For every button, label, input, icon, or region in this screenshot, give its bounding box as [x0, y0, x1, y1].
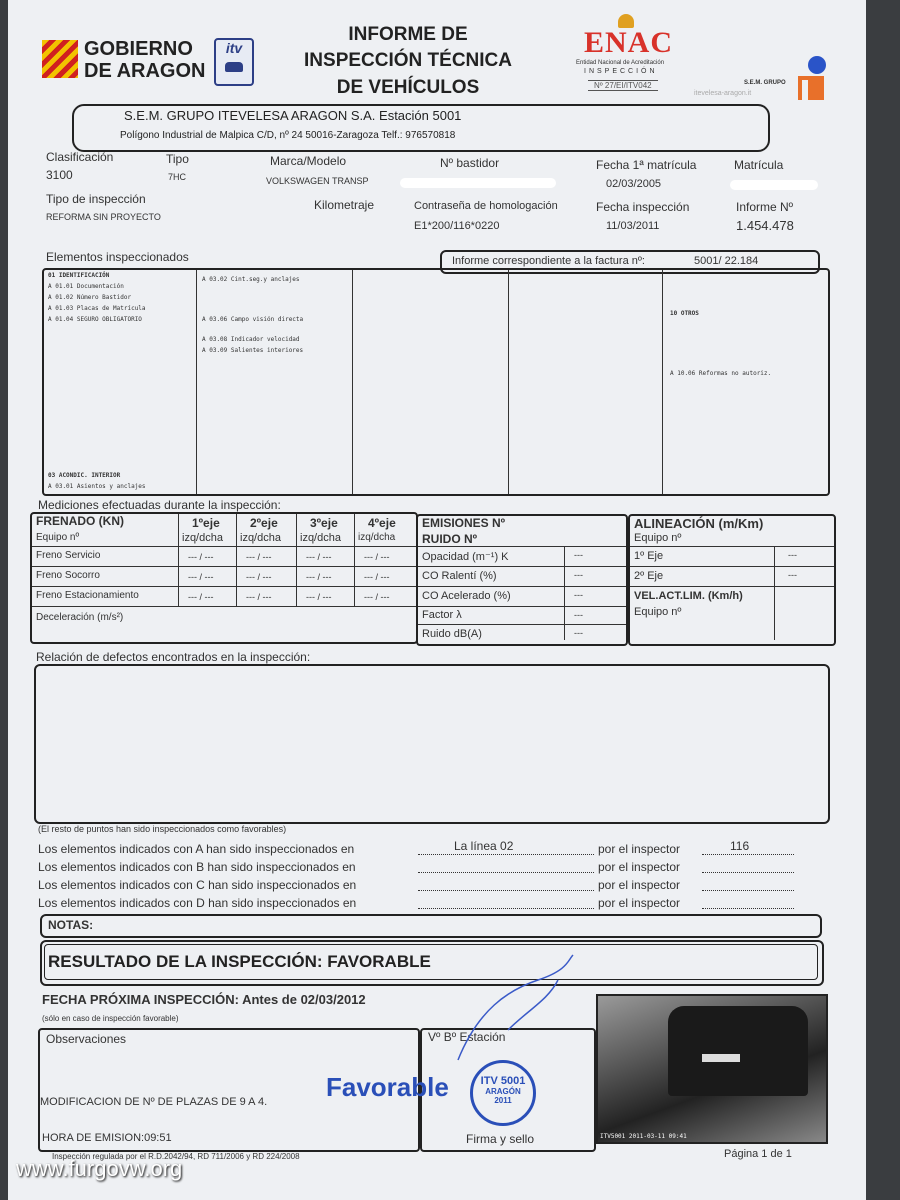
freno-value: --- / --- [246, 592, 272, 602]
station-line1: S.E.M. GRUPO ITEVELESA ARAGON S.A. Estación 5001 [124, 108, 462, 123]
emisiones-value: --- [574, 590, 583, 600]
grid-divider [662, 270, 663, 494]
photo-caption: ITV5001 2011-03-11 09:41 [600, 1133, 687, 1140]
freno-value: --- / --- [364, 552, 390, 562]
title-line3: DE VEHÍCULOS [336, 77, 480, 98]
izqdcha-header: izq/dcha [182, 532, 223, 544]
proxima-inspeccion: FECHA PRÓXIMA INSPECCIÓN: Antes de 02/03/2012 [42, 992, 366, 1007]
proxima-note: (sólo en caso de inspección favorable) [42, 1014, 179, 1023]
page-number: Página 1 de 1 [724, 1148, 792, 1160]
firma-sello-label: Firma y sello [466, 1132, 535, 1146]
freno-row-label: Freno Estacionamiento [36, 590, 139, 601]
elements-col1-bottom [48, 470, 146, 492]
freno-value: --- / --- [188, 592, 214, 602]
element-group: 10 OTROS [670, 310, 699, 317]
seal-line1: ITV 5001 [480, 1075, 526, 1087]
car-icon [225, 62, 243, 72]
bastidor-redacted [400, 178, 556, 188]
emisiones-label: EMISIONES Nº [422, 516, 506, 530]
homologacion-value: E1*200/116*0220 [414, 220, 500, 232]
defectos-title: Relación de defectos encontrados en la inspección: [36, 650, 311, 664]
inspector-label: por el inspector [598, 878, 681, 892]
frenado-line [32, 546, 416, 547]
elementos-title: Elementos inspeccionados [46, 250, 189, 264]
ruido-label: RUIDO Nº [422, 532, 478, 546]
dotted-line [418, 908, 594, 909]
frenado-line [178, 514, 179, 606]
bastidor-label: Nº bastidor [440, 156, 500, 170]
vehicle-photo [596, 994, 828, 1144]
emisiones-line [418, 586, 626, 587]
alineacion-value: --- [788, 570, 797, 580]
element-item: A 03.08 Indicador velocidad [202, 336, 300, 343]
alineacion-line [630, 586, 834, 587]
itv-logo [214, 38, 254, 86]
inspection-line-text: Los elementos indicados con B han sido inspeccionados en [38, 860, 356, 874]
matricula-label: Matrícula [734, 158, 784, 172]
elements-col2 [202, 314, 303, 325]
alineacion-line [630, 546, 834, 547]
eje-header: 3ºeje [310, 516, 338, 530]
izqdcha-header: izq/dcha [240, 532, 281, 544]
clasificacion-label: Clasificación [46, 150, 114, 164]
kilometraje-label: Kilometraje [314, 198, 375, 212]
vel-act-label: VEL.ACT.LIM. (Km/h) [634, 590, 743, 602]
frenado-line [354, 514, 355, 606]
dotted-line [702, 854, 794, 855]
clasificacion-value: 3100 [46, 168, 73, 182]
freno-value: --- / --- [246, 572, 272, 582]
inspection-line-text: Los elementos indicados con D han sido inspeccionados en [38, 896, 357, 910]
sem-logo-block [808, 80, 824, 100]
eje-header: 2ºeje [250, 516, 278, 530]
frenado-line [236, 514, 237, 606]
observaciones-text: MODIFICACION DE Nº DE PLAZAS DE 9 A 4. [40, 1096, 268, 1108]
freno-value: --- / --- [364, 592, 390, 602]
fecha-inspeccion-label: Fecha inspección [596, 200, 690, 214]
freno-row-label: Freno Socorro [36, 570, 100, 581]
elements-col1 [48, 270, 146, 325]
station-line2: Polígono Industrial de Malpica C/D, nº 24 50016-Zaragoza Telf.: 976570818 [120, 130, 456, 141]
factura-label: Informe correspondiente a la factura nº: [452, 255, 645, 267]
document-page [8, 0, 866, 1200]
element-group: 03 ACONDIC. INTERIOR [48, 472, 121, 479]
eje-header: 1ºeje [192, 516, 220, 530]
dotted-line [418, 872, 594, 873]
defectos-box [34, 664, 830, 824]
alineacion-label: ALINEACIÓN (m/Km) [634, 516, 764, 531]
favorable-stamp: Favorable [326, 1072, 449, 1102]
emisiones-row-label: Opacidad (m⁻¹) K [422, 551, 509, 563]
alineacion-line [774, 546, 775, 640]
grid-divider [352, 270, 353, 494]
tipo-inspeccion-label: Tipo de inspección [46, 192, 146, 206]
informe-value: 1.454.478 [736, 218, 794, 233]
inspector-label: por el inspector [598, 896, 681, 910]
alineacion-equipo: Equipo nº [634, 532, 682, 544]
enac-logo: ENAC [584, 26, 674, 59]
frenado-line [32, 566, 416, 567]
fecha-matricula-label: Fecha 1ª matrícula [596, 158, 697, 172]
tipo-label: Tipo [166, 152, 189, 166]
eje-header: 4ºeje [368, 516, 396, 530]
mediciones-title: Mediciones efectuadas durante la inspección: [38, 498, 281, 512]
regulation-footer: Inspección regulada por el R.D.2042/94, RD 711/2006 y RD 224/2008 [52, 1152, 300, 1161]
inspector-label: por el inspector [598, 842, 681, 856]
izqdcha-header: izq/dcha [300, 532, 341, 544]
watermark: www.furgovw.org [16, 1156, 183, 1181]
frenado-equipo-label: Equipo nº [36, 532, 80, 543]
emisiones-value: --- [574, 610, 583, 620]
fecha-inspeccion-value: 11/03/2011 [606, 220, 660, 232]
element-item: A 01.04 SEGURO OBLIGATORIO [48, 316, 142, 323]
marca-label: Marca/Modelo [270, 154, 347, 168]
dotted-line [702, 890, 794, 891]
elements-col2 [202, 334, 303, 356]
enac-number: Nº 27/EI/ITV042 [588, 80, 658, 91]
izqdcha-header: izq/dcha [358, 532, 396, 543]
sem-logo-text: S.E.M. GRUPO [744, 80, 786, 86]
emisiones-line [418, 624, 626, 625]
element-item: A 01.01 Documentación [48, 283, 124, 290]
freno-value: --- / --- [306, 592, 332, 602]
alineacion-line [630, 566, 834, 567]
vb-estacion-label: Vº Bº Estación [428, 1030, 506, 1044]
emisiones-row-label: CO Acelerado (%) [422, 590, 511, 602]
element-item: A 03.02 Cint.seg.y anclajes [202, 276, 300, 283]
sem-url: itevelesa-aragon.it [694, 90, 752, 97]
freno-value: --- / --- [188, 552, 214, 562]
emisiones-line [418, 606, 626, 607]
observaciones-label: Observaciones [46, 1032, 127, 1046]
freno-row-label: Freno Servicio [36, 550, 101, 561]
dotted-line [702, 872, 794, 873]
element-item: A 03.09 Salientes interiores [202, 347, 304, 354]
title-line1: INFORME DE [348, 24, 468, 45]
seal-line2: ARAGÓN [485, 1087, 521, 1096]
elementos-grid [42, 268, 830, 496]
freno-row-label: Deceleración (m/s²) [36, 612, 124, 623]
emisiones-line [564, 546, 565, 640]
element-group: 01 IDENTIFICACIÓN [48, 272, 110, 279]
aragon-flag-icon [42, 40, 78, 78]
enac-inspeccion: INSPECCIÓN [584, 68, 658, 75]
notas-label: NOTAS: [48, 918, 94, 932]
informe-label: Informe Nº [736, 200, 794, 214]
gov-name-line2: DE ARAGON [84, 60, 206, 82]
hora-emision: HORA DE EMISION:09:51 [42, 1132, 172, 1144]
frenado-line [32, 586, 416, 587]
dotted-line [702, 908, 794, 909]
tipo-value: 7HC [168, 172, 187, 182]
factura-value: 5001/ 22.184 [694, 255, 759, 267]
inspection-line-text: Los elementos indicados con A han sido inspeccionados en [38, 842, 355, 856]
emisiones-row-label: Ruido dB(A) [422, 628, 482, 640]
dotted-line [418, 890, 594, 891]
matricula-redacted [730, 180, 818, 190]
emisiones-value: --- [574, 550, 583, 560]
element-item: A 03.06 Campo visión directa [202, 316, 304, 323]
grid-divider [196, 270, 197, 494]
element-item: A 10.06 Reformas no autoriz. [670, 370, 772, 377]
frenado-label: FRENADO (KN) [36, 514, 124, 528]
emisiones-value: --- [574, 570, 583, 580]
itv-logo-text: itv [225, 40, 243, 56]
signature-icon [448, 950, 578, 1070]
photo-car-shape [668, 1006, 808, 1096]
seal-line3: 2011 [494, 1096, 512, 1105]
emisiones-row-label: CO Ralentí (%) [422, 570, 497, 582]
element-item: A 01.02 Número Bastidor [48, 294, 132, 301]
inspector-label: por el inspector [598, 860, 681, 874]
freno-value: --- / --- [246, 552, 272, 562]
emisiones-line [418, 566, 626, 567]
sem-logo-circle-icon [808, 56, 826, 74]
emisiones-line [418, 546, 626, 547]
notas-box [40, 914, 822, 938]
fecha-matricula-value: 02/03/2005 [606, 178, 662, 190]
freno-value: --- / --- [188, 572, 214, 582]
title-line2: INSPECCIÓN TÉCNICA [304, 50, 512, 71]
element-item: A 01.03 Placas de Matrícula [48, 305, 146, 312]
homologacion-label: Contraseña de homologación [414, 200, 558, 212]
alineacion-value: --- [788, 550, 797, 560]
freno-value: --- / --- [306, 572, 332, 582]
gov-name-line1: GOBIERNO [84, 38, 193, 60]
inspector-value: 116 [730, 839, 750, 853]
element-item: A 03.01 Asientos y anclajes [48, 483, 146, 490]
defectos-note: (El resto de puntos han sido inspeccionados como favorables) [38, 824, 287, 834]
freno-value: --- / --- [364, 572, 390, 582]
alineacion-row-label: 1º Eje [634, 550, 664, 562]
tipo-inspeccion-value: REFORMA SIN PROYECTO [46, 212, 161, 222]
marca-value: VOLKSWAGEN TRANSP [266, 176, 369, 186]
dotted-line [418, 854, 594, 855]
enac-subtitle: Entidad Nacional de Acreditación [576, 60, 665, 66]
freno-value: --- / --- [306, 552, 332, 562]
frenado-line [296, 514, 297, 606]
frenado-line [32, 606, 416, 607]
inspection-line-value: La línea 02 [454, 839, 514, 853]
alineacion-row-label: 2º Eje [634, 570, 664, 582]
inspection-line-text: Los elementos indicados con C han sido inspeccionados en [38, 878, 357, 892]
vel-act-equipo: Equipo nº [634, 606, 682, 618]
photo-plate [702, 1054, 740, 1062]
resultado-text: RESULTADO DE LA INSPECCIÓN: FAVORABLE [48, 952, 431, 971]
emisiones-row-label: Factor λ [422, 609, 462, 621]
emisiones-value: --- [574, 628, 583, 638]
grid-divider [508, 270, 509, 494]
elements-col2 [202, 274, 300, 285]
